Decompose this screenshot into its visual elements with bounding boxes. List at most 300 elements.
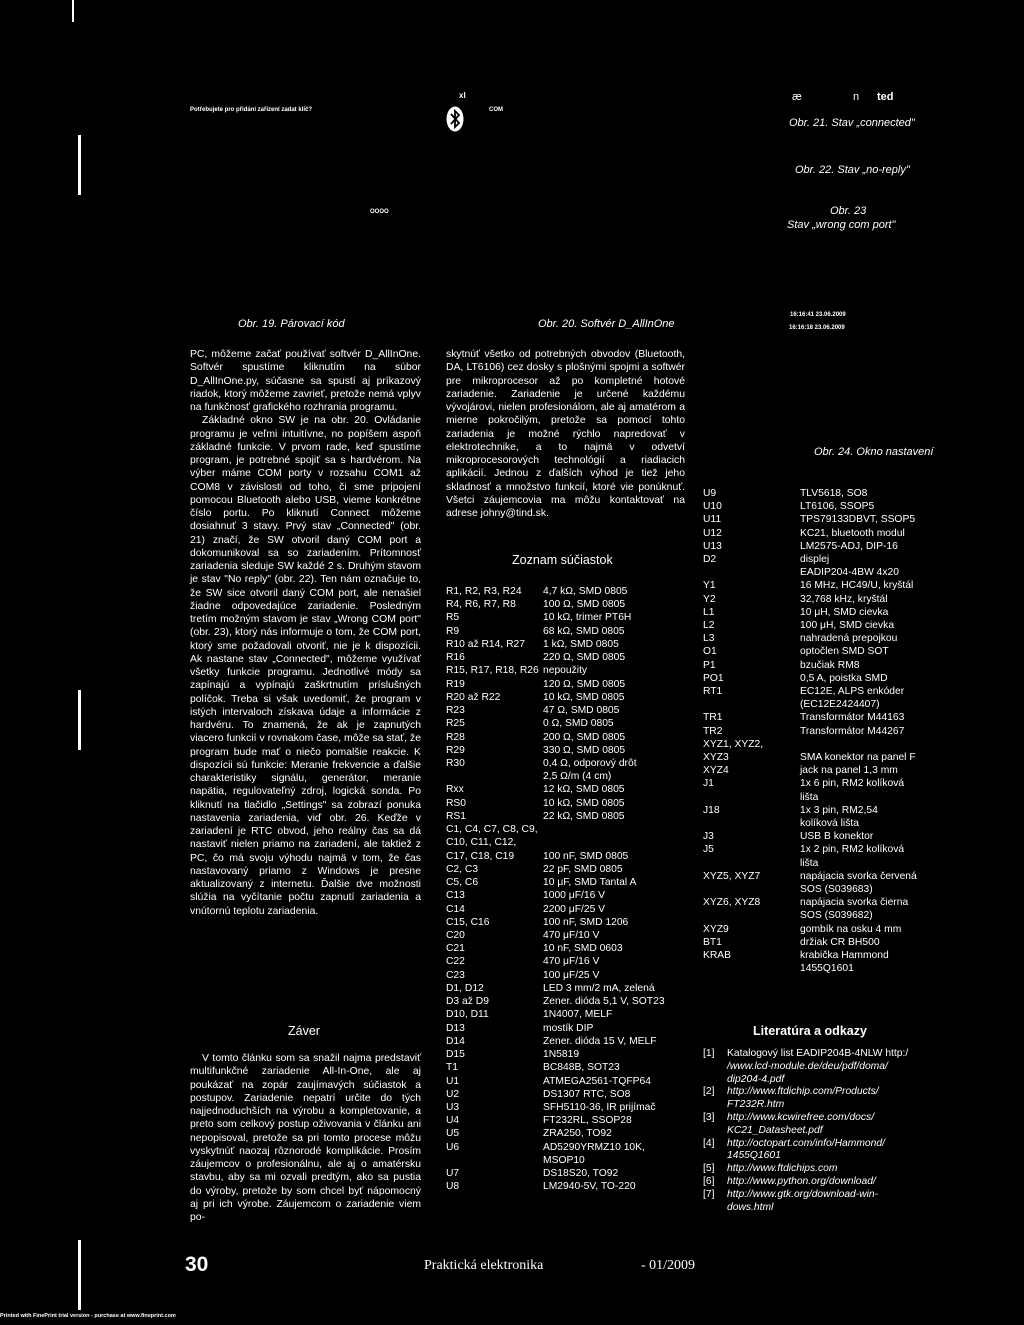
part-designator: TR2 — [703, 725, 723, 737]
part-designator: U12 — [703, 527, 722, 539]
part-value: 470 μF/10 V — [543, 929, 600, 941]
screenshot-label: xl — [459, 91, 466, 100]
part-value: 1N4007, MELF — [543, 1009, 613, 1021]
part-designator: R4, R6, R7, R8 — [446, 599, 516, 611]
part-designator: C2, C3 — [446, 863, 479, 875]
part-value: BC848B, SOT23 — [543, 1062, 620, 1074]
part-designator: C17, C18, C19 — [446, 850, 515, 862]
parts-row — [446, 797, 696, 810]
part-value: USB B konektor — [800, 831, 874, 843]
part-value: 32,768 kHz, kryštál — [800, 593, 888, 605]
part-value: 10 μF, SMD Tantal A — [543, 877, 637, 889]
article-column-2 — [446, 348, 685, 520]
part-designator: R1, R2, R3, R24 — [446, 586, 522, 597]
part-value: 1 kΩ, SMD 0805 — [543, 638, 619, 650]
left-margin-rule — [78, 135, 81, 195]
parts-row — [703, 593, 983, 606]
part-designator: J18 — [703, 804, 720, 816]
part-designator: Rxx — [446, 784, 464, 796]
reference-text: http://octopart.com/info/Hammond/ — [727, 1137, 885, 1149]
parts-row — [446, 757, 696, 770]
parts-row — [703, 711, 983, 724]
part-designator: RS0 — [446, 797, 467, 809]
part-value: 1x 6 pin, RM2 kolíková — [800, 778, 905, 790]
part-designator: Y2 — [703, 593, 716, 605]
parts-row — [446, 863, 696, 876]
part-value: AD5290YRMZ10 10K, — [543, 1141, 645, 1153]
part-value: Transformátor M44163 — [800, 712, 905, 724]
reference-text: dip204-4.pdf — [727, 1073, 785, 1085]
parts-row — [446, 889, 696, 902]
status-fragment: ted — [877, 91, 894, 103]
part-designator: R9 — [446, 625, 460, 637]
part-value: ATMEGA2561-TQFP64 — [543, 1075, 651, 1087]
parts-row — [703, 725, 983, 738]
parts-row — [446, 717, 696, 730]
reference-item — [703, 1176, 993, 1189]
references-heading: Literatúra a odkazy — [753, 1024, 867, 1038]
part-value: LM2575-ADJ, DIP-16 — [800, 540, 898, 552]
part-value: 100 μH, SMD cievka — [800, 620, 895, 631]
article-column-1 — [190, 348, 421, 918]
page-number: 30 — [185, 1253, 209, 1276]
part-designator: U5 — [446, 1128, 460, 1140]
paragraph: PC, môžeme začať používať softvér D_AllInOne. Softvér spustíme kliknutím na súbor D_AllInOne.py, súčasne sa spustí aj príkazový riadok, ktorý môžeme zavrieť, pretože nemá vplyv na funkčnosť grafického rozhrania programu. — [190, 349, 421, 413]
part-value: DS18S20, TO92 — [543, 1168, 619, 1180]
part-value: 10 kΩ, trimer PT6H — [543, 612, 632, 624]
parts-row — [703, 817, 983, 830]
parts-row — [703, 672, 983, 685]
part-value: 1N5819 — [543, 1049, 580, 1061]
part-designator: C21 — [446, 943, 465, 955]
part-designator: R19 — [446, 678, 465, 690]
part-value: TLV5618, SO8 — [800, 488, 868, 499]
parts-row — [446, 625, 696, 638]
part-designator: R28 — [446, 731, 465, 743]
part-value: 2,5 Ω/m (4 cm) — [543, 771, 612, 783]
part-value: kolíková lišta — [800, 818, 859, 829]
reference-text: KC21_Datasheet.pdf — [727, 1124, 823, 1136]
parts-row — [703, 619, 983, 632]
reference-number: [7] — [703, 1188, 715, 1200]
part-value: DS1307 RTC, SO8 — [543, 1088, 631, 1100]
part-value: 220 Ω, SMD 0805 — [543, 652, 626, 664]
part-value: 100 Ω, SMD 0805 — [543, 599, 626, 611]
figure-caption: Obr. 24. Okno nastavení — [814, 446, 934, 458]
reference-text: dows.html — [727, 1201, 774, 1213]
reference-item — [703, 1189, 993, 1215]
part-designator: D10, D11 — [446, 1009, 489, 1021]
parts-row — [703, 540, 983, 553]
part-value: 100 nF, SMD 0805 — [543, 850, 629, 862]
parts-row — [446, 942, 696, 955]
parts-row — [446, 691, 696, 704]
part-designator: C20 — [446, 929, 465, 941]
part-designator: R25 — [446, 718, 465, 730]
parts-row — [703, 857, 983, 870]
part-value: 1455Q1601 — [800, 963, 854, 975]
part-value: (EC12E2424407) — [800, 699, 880, 711]
part-designator: C15, C16 — [446, 916, 490, 928]
part-designator: XYZ1, XYZ2, — [703, 738, 764, 750]
parts-row — [446, 598, 696, 611]
paragraph: Základné okno SW je na obr. 20. Ovládanie programu je veľmi intuitívne, no popíšem aspoň základné funkcie. V prvom rade, keď spustíme program, je potrebné spojiť sa s hardvérom. Na výber máme COM porty v rozsahu COM1 až COM8 v závislosti od toho, či sme pripojení pomocou Bluetooth alebo USB, vieme konkrétne číslo portu. Po kliknutí Connect môžeme dosiahnuť 3 stavy. Prvý stav „Connected" (obr. 21) značí, že SW otvoril daný COM port a dokomunikoval sa so zariadením. Prítomnosť zariadenia sleduje SW každé 2 s. Druhým stavom je stav "No reply" (obr. 22). Ten nám označuje to, že SW sice otvoril daný COM port, ale nenašiel žiadne odpovedajúce zariadenie. Posledným tretím možným stavom je stav „Wrong COM port" (obr. 23), ktorý nás informuje o tom, že COM port, ktorý sme požadovali otvoriť, nie je k dispozícii. Ak nastane stav „Connected", môžeme využívať všetky funkcie programu. Jednotlivé módy sa zapínajú a vypínajú zaškrtnutím príslušných políčok. Treba si však uvedomiť, že program v istých intervaloch získava údaje a informácie z hardvéru. To znamená, že ak je zapnutých viacero funkcií v rovnakom čase, môže sa stať, že program bude mať o niečo pomalšie reakcie. K dispozícii sú funkcie: Meranie frekvencie a ďalšie charakteristiky signálu, generátor, meranie napätia, regulovateľný zdroj, logická sonda. Po kliknutí na tlačidlo „Settings" sa zobrazí ponuka nastavenia zariadenia, viď obr. 26. Keďže v zariadení je RTC obvod, jeho reálny čas sa dá nastaviť nielen priamo na zariadení, ale taktiež z PC, čo má svoju výhodu najmä v tom, že čas nastavovaný priamo z Windows je presne aktualizovaný z internetu. Ďalšie dve možnosti slúžia na vyčítanie počtu zapnutí zariadenia a vnútornú teplotu zariadenia. — [190, 415, 421, 917]
part-designator: R23 — [446, 705, 465, 717]
part-value: Zener. dióda 15 V, MELF — [543, 1035, 657, 1047]
part-designator: RT1 — [703, 686, 723, 697]
parts-row — [703, 777, 983, 790]
reference-text: http://www.python.org/download/ — [727, 1176, 876, 1187]
part-value: 10 kΩ, SMD 0805 — [543, 797, 625, 809]
parts-row — [703, 804, 983, 817]
part-value: nahradená prepojkou — [800, 633, 898, 645]
parts-row — [446, 704, 696, 717]
part-value: TPS79133DBVT, SSOP5 — [800, 514, 916, 526]
reference-text: FT232R.htm — [727, 1099, 785, 1111]
parts-row — [446, 1008, 696, 1021]
parts-row — [703, 738, 983, 751]
part-value: Transformátor M44267 — [800, 725, 905, 737]
parts-row — [446, 810, 696, 823]
part-designator: J3 — [703, 831, 714, 843]
parts-row — [446, 770, 696, 783]
part-value: MSOP10 — [543, 1154, 585, 1166]
reference-number: [3] — [703, 1112, 715, 1123]
part-designator: R10 až R14, R27 — [446, 638, 525, 650]
part-value: lišta — [800, 791, 819, 803]
part-value: EADIP204-4BW 4x20 — [800, 567, 900, 579]
parts-row — [703, 579, 983, 592]
part-designator: XYZ6, XYZ8 — [703, 897, 761, 909]
parts-row — [703, 645, 983, 658]
part-value: 1000 μF/16 V — [543, 890, 606, 902]
part-designator: U4 — [446, 1115, 460, 1127]
part-value: 470 μF/16 V — [543, 956, 600, 968]
parts-row — [446, 1061, 696, 1074]
parts-row — [446, 664, 696, 677]
part-designator: XYZ4 — [703, 765, 729, 777]
reference-number: [2] — [703, 1086, 715, 1098]
part-designator: R16 — [446, 652, 465, 664]
part-value: napájacia svorka čierna — [800, 897, 909, 909]
parts-row — [703, 923, 983, 936]
part-value: 100 μF/25 V — [543, 969, 600, 981]
parts-row — [446, 783, 696, 796]
parts-row — [703, 962, 983, 975]
part-value: 10 μH, SMD cievka — [800, 606, 889, 618]
part-designator: BT1 — [703, 936, 722, 948]
part-designator: XYZ9 — [703, 923, 729, 935]
parts-row — [446, 1035, 696, 1048]
part-value: 1x 3 pin, RM2,54 — [800, 804, 878, 816]
part-value: gombík na osku 4 mm — [800, 923, 902, 935]
part-value: Zener. dióda 5,1 V, SOT23 — [543, 996, 665, 1008]
parts-row — [446, 1022, 696, 1035]
parts-row — [703, 487, 983, 500]
part-value: 10 nF, SMD 0603 — [543, 943, 623, 955]
parts-row — [446, 823, 696, 836]
part-designator: U1 — [446, 1075, 460, 1087]
parts-row — [446, 585, 696, 598]
parts-row — [703, 527, 983, 540]
part-value: držiak CR BH500 — [800, 936, 880, 948]
parts-row — [703, 553, 983, 566]
parts-row — [703, 751, 983, 764]
part-value: nepoužity — [543, 665, 588, 677]
part-value: SMA konektor na panel F — [800, 752, 916, 763]
part-value: lišta — [800, 857, 819, 869]
references-list — [703, 1048, 993, 1248]
reference-text: 1455Q1601 — [727, 1150, 781, 1162]
part-value: EC12E, ALPS enkóder — [800, 686, 905, 697]
parts-row — [703, 949, 983, 962]
parts-row — [703, 791, 983, 804]
figure-caption: Obr. 23 — [830, 205, 867, 217]
parts-row — [446, 1075, 696, 1088]
part-value: LED 3 mm/2 mA, zelená — [543, 982, 655, 994]
parts-list-col2 — [446, 585, 696, 1245]
part-value: displej — [800, 554, 830, 565]
part-value: 330 Ω, SMD 0805 — [543, 744, 626, 756]
part-value: 0,4 Ω, odporový drôt — [543, 757, 637, 769]
part-value: krabička Hammond — [800, 950, 889, 961]
reference-item — [703, 1112, 993, 1138]
pairing-prompt: Potřebujete pro přidání zařízení zadat klíč? — [190, 107, 313, 113]
part-value: LM2940-5V, TO-220 — [543, 1181, 636, 1193]
reference-text: /www.lcd-module.de/deu/pdf/doma/ — [727, 1060, 888, 1072]
parts-row — [446, 903, 696, 916]
part-designator: D3 až D9 — [446, 996, 489, 1008]
part-designator: U2 — [446, 1088, 460, 1100]
part-designator: RS1 — [446, 810, 467, 822]
part-designator: U3 — [446, 1101, 460, 1113]
parts-row — [446, 1141, 696, 1154]
part-designator: U10 — [703, 501, 722, 513]
parts-list-col3 — [703, 487, 983, 1047]
paragraph: skytnúť všetko od potrebných obvodov (Bluetooth, DA, LT6106) cez dosky s plošnými spojmi a softwér pre mikroprocesor až po kompletné hotové zariadenie. Zariadenie je určené každému vývojárovi, nielen profesionálom, ale aj amatérom a mierne pokročilým, pretože sa pomocí tohto zariadenia je možné rýchlo napredovať v elektrotechnike, a to najmä v odvetví mikroprocesorových technológií a riadiacich aplikácií. Jednou z ďalších výhod je tiež jeho skladnosť a množstvo funkcií, ktoré vie ponúknuť. Všetci záujemcovia ma môžu kontaktovať na adrese johny@tind.sk. — [446, 349, 685, 519]
parts-row — [703, 909, 983, 922]
part-designator: U8 — [446, 1181, 460, 1193]
part-value: SOS (S039683) — [800, 884, 873, 895]
part-value: 4,7 kΩ, SMD 0805 — [543, 586, 628, 597]
part-value: bzučiak RM8 — [800, 659, 860, 671]
part-designator: C13 — [446, 890, 465, 902]
parts-row — [446, 731, 696, 744]
reference-item — [703, 1086, 993, 1112]
parts-row — [703, 896, 983, 909]
reference-item — [703, 1048, 993, 1086]
status-fragment: æ — [792, 91, 802, 103]
part-designator: TR1 — [703, 712, 723, 724]
top-margin-rule — [72, 0, 74, 22]
left-margin-rule — [78, 690, 81, 750]
figure-caption: Stav „wrong com port" — [787, 219, 896, 231]
parts-row — [446, 1048, 696, 1061]
part-value: 68 kΩ, SMD 0805 — [543, 625, 625, 637]
part-value: KC21, bluetooth modul — [800, 527, 905, 539]
parts-row — [446, 850, 696, 863]
part-designator: XYZ3 — [703, 752, 729, 763]
parts-row — [446, 744, 696, 757]
part-value: FT232RL, SSOP28 — [543, 1115, 632, 1127]
part-designator: D1, D12 — [446, 982, 484, 994]
part-designator: C1, C4, C7, C8, C9, — [446, 824, 538, 836]
reference-number: [1] — [703, 1048, 715, 1059]
part-value: napájacia svorka červená — [800, 870, 917, 882]
parts-row — [703, 843, 983, 856]
part-designator: J5 — [703, 844, 714, 856]
parts-row — [703, 659, 983, 672]
magazine-name: Praktická elektronika — [424, 1258, 544, 1273]
part-value: mostík DIP — [543, 1022, 594, 1034]
part-value: 1x 2 pin, RM2 kolíková — [800, 844, 905, 856]
figure-caption: Obr. 19. Párovací kód — [238, 318, 345, 330]
parts-row — [703, 870, 983, 883]
part-value: 120 Ω, SMD 0805 — [543, 678, 626, 690]
part-designator: C10, C11, C12, — [446, 837, 517, 849]
part-designator: L2 — [703, 620, 715, 631]
reference-number: [5] — [703, 1163, 715, 1175]
parts-row — [446, 611, 696, 624]
parts-row — [446, 995, 696, 1008]
parts-row — [446, 836, 696, 849]
parts-row — [446, 969, 696, 982]
part-value: SFH5110-36, IR prijímač — [543, 1101, 656, 1113]
part-value: 12 kΩ, SMD 0805 — [543, 784, 625, 796]
reference-text: http://www.gtk.org/download-win- — [727, 1188, 879, 1200]
paragraph: V tomto článku som sa snažil najma predstaviť multifunkčné zariadenie All-In-One, ale aj poukázať na zopár zaujímavých súčiastok a postupov. Zariadenie nepatrí určite do tých najjednoduchších na výrobu a kompletovanie, a preto som celkový postup oživovania v článku ani nepopisoval, pretože sa pri tomto procese môžu vyskytnúť naozaj rôznorodé komplikácie. Prosím záujemcov o profesionálnu, ale aj o amatérsku stavbu, aby sa mi ozvali predtým, ako sa pustia do výroby, pretože by som chcel byť nápomocný aj pri ich výrobe. Záujemcom o zariadenie viem po- — [190, 1053, 421, 1223]
parts-row — [703, 685, 983, 698]
print-watermark: Printed with FinePrint trial version - purchase at www.fineprint.com — [0, 1313, 176, 1319]
figure-caption: Obr. 22. Stav „no-reply" — [795, 164, 910, 176]
parts-row — [446, 1101, 696, 1114]
part-designator: Y1 — [703, 580, 716, 592]
reference-number: [4] — [703, 1137, 715, 1149]
parts-row — [703, 632, 983, 645]
parts-row — [703, 698, 983, 711]
part-designator: U6 — [446, 1141, 460, 1153]
bluetooth-icon — [446, 106, 464, 132]
zaver-paragraph-block — [190, 1052, 421, 1224]
parts-row — [446, 678, 696, 691]
part-designator: C14 — [446, 903, 465, 915]
part-designator: O1 — [703, 646, 717, 658]
part-designator: L1 — [703, 606, 715, 618]
part-designator: J1 — [703, 778, 714, 790]
issue-number: - 01/2009 — [641, 1258, 696, 1273]
timestamp: 16:16:41 23.06.2009 — [790, 312, 846, 318]
parts-list-heading: Zoznam súčiastok — [512, 553, 613, 567]
screenshot-label: OOOO — [370, 209, 389, 215]
parts-row — [703, 830, 983, 843]
part-value: 0 Ω, SMD 0805 — [543, 718, 614, 730]
part-designator: R15, R17, R18, R26 — [446, 665, 539, 677]
reference-item — [703, 1163, 993, 1176]
parts-row — [446, 955, 696, 968]
part-designator: U11 — [703, 514, 722, 526]
part-designator: R20 až R22 — [446, 691, 501, 703]
parts-row — [446, 1114, 696, 1127]
part-designator: XYZ5, XYZ7 — [703, 870, 761, 882]
part-value: LT6106, SSOP5 — [800, 501, 875, 513]
part-value: jack na panel 1,3 mm — [800, 765, 898, 777]
part-designator: R5 — [446, 612, 460, 624]
parts-row — [703, 883, 983, 896]
part-designator: D14 — [446, 1035, 465, 1047]
section-heading-zaver: Záver — [288, 1024, 320, 1038]
parts-row — [703, 500, 983, 513]
part-designator: C5, C6 — [446, 877, 479, 889]
parts-row — [446, 638, 696, 651]
part-value: SOS (S039682) — [800, 910, 873, 922]
part-designator: L3 — [703, 633, 715, 645]
part-value: 200 Ω, SMD 0805 — [543, 731, 626, 743]
figure-caption: Obr. 20. Softvér D_AllInOne — [538, 318, 675, 330]
part-designator: D15 — [446, 1049, 465, 1061]
part-designator: U9 — [703, 488, 717, 499]
parts-row — [703, 936, 983, 949]
part-designator: U7 — [446, 1168, 460, 1180]
parts-row — [446, 1180, 696, 1193]
reference-text: http://www.ftdichips.com — [727, 1163, 838, 1175]
parts-row — [446, 929, 696, 942]
part-value: 2200 μF/25 V — [543, 903, 606, 915]
part-value: 10 kΩ, SMD 0805 — [543, 691, 625, 703]
parts-row — [703, 606, 983, 619]
parts-row — [446, 982, 696, 995]
part-value: 22 pF, SMD 0805 — [543, 863, 623, 875]
parts-row — [446, 1088, 696, 1101]
part-value: 0,5 A, poistka SMD — [800, 672, 888, 684]
parts-row — [446, 1167, 696, 1180]
parts-row — [446, 1154, 696, 1167]
status-fragment: n — [853, 91, 860, 103]
part-value: 16 MHz, HC49/U, kryštál — [800, 580, 914, 592]
parts-row — [703, 513, 983, 526]
part-value: optočlen SMD SOT — [800, 646, 889, 658]
part-designator: KRAB — [703, 950, 732, 961]
timestamp: 16:16:18 23.06.2009 — [789, 325, 845, 331]
part-designator: PO1 — [703, 672, 724, 684]
parts-row — [446, 916, 696, 929]
parts-row — [703, 764, 983, 777]
figure-caption: Obr. 21. Stav „connected" — [789, 117, 915, 129]
parts-row — [703, 566, 983, 579]
part-value: 100 nF, SMD 1206 — [543, 916, 629, 928]
reference-item — [703, 1138, 993, 1164]
part-designator: C22 — [446, 956, 465, 968]
part-value: 22 kΩ, SMD 0805 — [543, 810, 625, 822]
parts-row — [446, 651, 696, 664]
left-margin-rule — [78, 1240, 81, 1310]
part-designator: U13 — [703, 540, 722, 552]
part-designator: T1 — [446, 1062, 459, 1074]
part-designator: C23 — [446, 969, 465, 981]
part-designator: P1 — [703, 659, 716, 671]
reference-text: Katalogový list EADIP204B-4NLW http:/ — [727, 1048, 909, 1059]
parts-row — [446, 876, 696, 889]
reference-text: http://www.ftdichip.com/Products/ — [727, 1086, 879, 1098]
part-designator: R29 — [446, 744, 465, 756]
part-designator: D13 — [446, 1022, 465, 1034]
part-value: ZRA250, TO92 — [543, 1128, 612, 1140]
reference-number: [6] — [703, 1176, 715, 1187]
reference-text: http://www.kcwirefree.com/docs/ — [727, 1112, 875, 1123]
com-label: COM — [489, 107, 503, 113]
parts-row — [446, 1127, 696, 1140]
part-value: 47 Ω, SMD 0805 — [543, 705, 620, 717]
part-designator: D2 — [703, 554, 717, 565]
